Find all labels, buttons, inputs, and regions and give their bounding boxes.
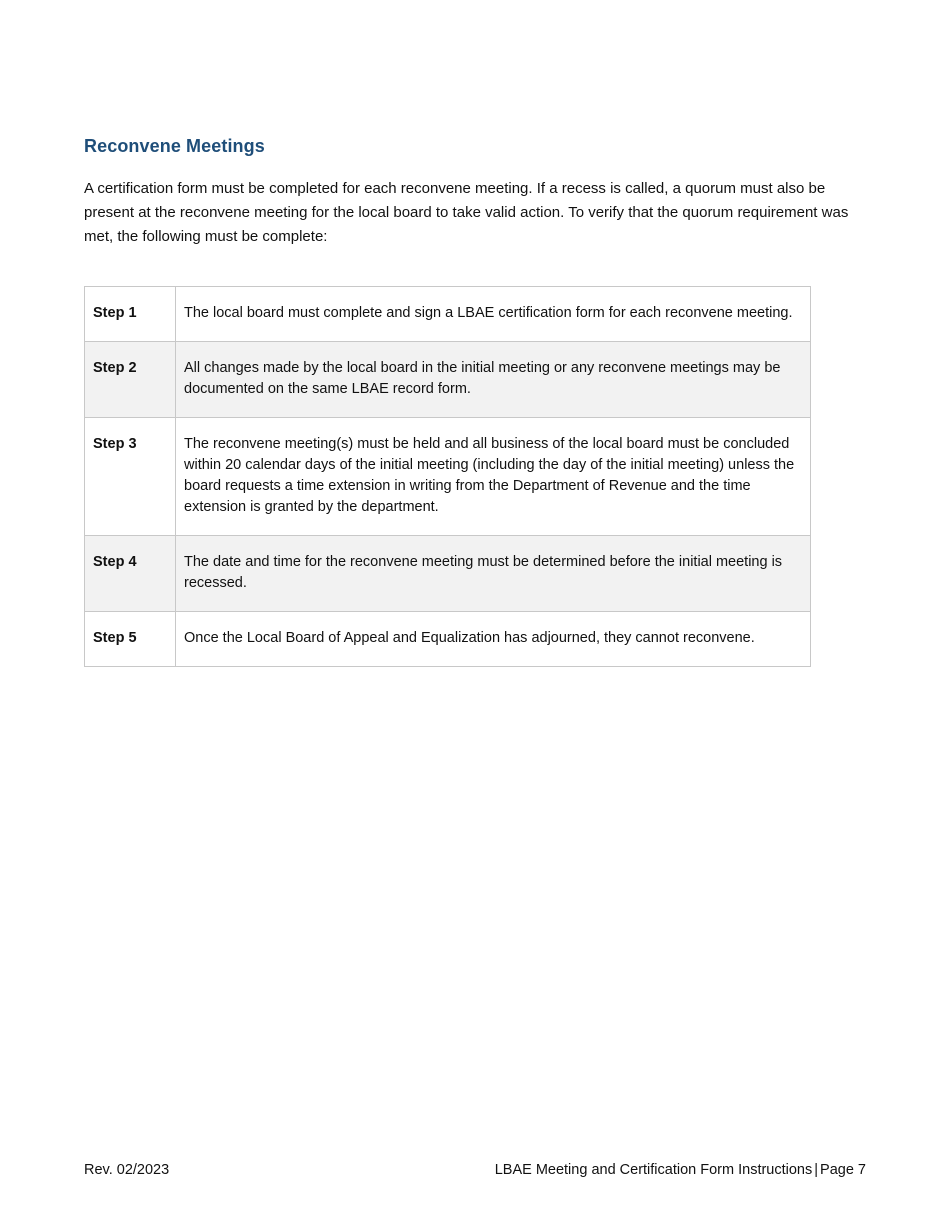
footer-doc-title: LBAE Meeting and Certification Form Instructions [494,1162,813,1178]
steps-table [84,286,811,667]
step-label: Step 5 [85,612,176,667]
step-text: The local board must complete and sign a LBAE certification form for each reconvene meeting. [176,287,811,342]
step-text: The reconvene meeting(s) must be held and all business of the local board must be concluded within 20 calendar days of the initial meeting (including the day of the initial meeting) unless the board requests a time extension in writing from the Department of Revenue and the time extension is granted by the department. [176,418,811,536]
footer-separator: | [814,1162,819,1178]
step-text: The date and time for the reconvene meeting must be determined before the initial meeting is recessed. [176,536,811,612]
step-label: Step 3 [85,418,176,536]
section-heading: Reconvene Meetings [84,136,265,156]
table-row [85,342,811,418]
table-row [85,536,811,612]
footer-page-info [495,1162,866,1178]
step-label: Step 2 [85,342,176,418]
step-label: Step 4 [85,536,176,612]
footer-page-number: Page 7 [820,1162,866,1178]
step-text: All changes made by the local board in the initial meeting or any reconvene meetings may be documented on the same LBAE record form. [176,342,811,418]
step-label: Step 1 [85,287,176,342]
table-row [85,418,811,536]
footer-revision: Rev. 02/2023 [84,1162,170,1178]
intro-paragraph: A certification form must be completed for each reconvene meeting. If a recess is called, a quorum must also be present at the reconvene meeting for the local board to take valid action. To verify that the quorum requirement was met, the following must be complete: [84,180,849,245]
table-row [85,287,811,342]
table-row [85,612,811,667]
step-text: Once the Local Board of Appeal and Equalization has adjourned, they cannot reconvene. [176,612,811,667]
